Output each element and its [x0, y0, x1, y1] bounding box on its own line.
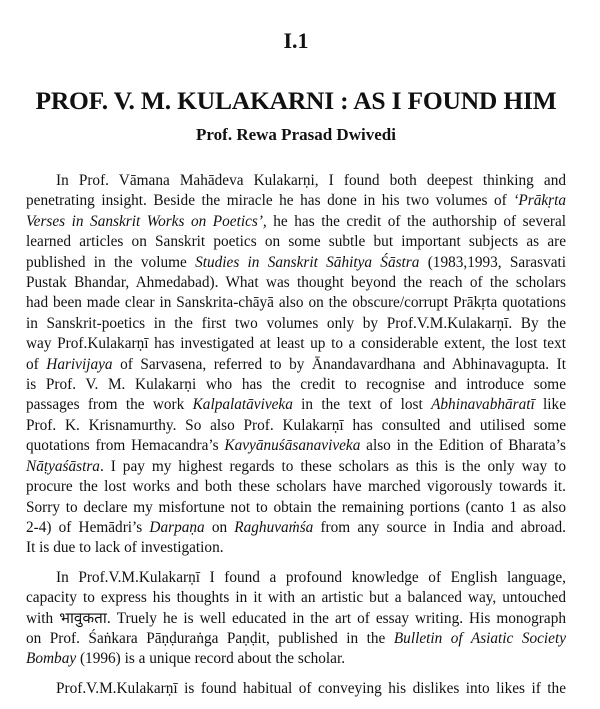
- text-segment: like: [534, 396, 566, 414]
- text-segment: on Prof. Śaṅkara Pāṇḍuraṅga Paṇḍit, published in the: [26, 629, 394, 647]
- italic-text: Raghuvaṁśa: [234, 518, 314, 536]
- section-number: I.1: [283, 28, 309, 53]
- italic-text: Darpaṇa: [149, 518, 205, 536]
- paragraph: [26, 171, 566, 559]
- text-line: [26, 355, 566, 375]
- text-segment: Prof.V.M.Kulakarṇī is found habitual of conveying his dislikes into likes if the: [56, 679, 566, 697]
- text-line: [26, 334, 566, 354]
- text-segment: Pustak Bhandar, Ahmedabad). What was thought beyond the reach of the scholars: [26, 274, 566, 292]
- text-line: [26, 568, 566, 588]
- italic-text: Bombay: [26, 650, 77, 668]
- italic-text: Kalpalatāviveka: [192, 396, 293, 414]
- text-segment: of: [26, 355, 47, 373]
- article-body: [26, 171, 566, 699]
- text-segment: learned articles on Sanskrit poetics on some subtle but important subjects as are: [26, 233, 566, 251]
- text-segment: capacity to express his thoughts in it with an artistic but a balanced way, untouched: [26, 589, 566, 607]
- italic-text: Harivijaya: [46, 355, 113, 373]
- text-line: [26, 477, 566, 497]
- text-line: [26, 273, 566, 293]
- text-segment: Prof. K. Krisnamurthy. So also Prof. Kulakarṇī has consulted and utilised some: [26, 416, 566, 434]
- text-line: [26, 518, 566, 538]
- text-segment: with भावुकता. Truely he is well educated in the art of essay writing. His monograph: [26, 609, 566, 627]
- text-line: [26, 679, 566, 699]
- text-line: [26, 375, 566, 395]
- text-line: [26, 212, 566, 232]
- text-segment: (1983,1993, Sarasvati: [419, 253, 566, 271]
- text-segment: . I pay my highest regards to these scholars as this is the only way to: [99, 457, 566, 475]
- text-segment: In Prof.V.M.Kulakarṇī I found a profound knowledge of English language,: [56, 568, 566, 586]
- text-line: [26, 436, 566, 456]
- paragraph: [26, 679, 566, 699]
- text-line: [26, 609, 566, 629]
- text-line: [26, 629, 566, 649]
- text-segment: quotations from Hemacandra’s: [26, 437, 225, 455]
- text-line: [26, 191, 566, 211]
- text-line: [26, 416, 566, 436]
- text-segment: he has the credit of the authorship of several: [266, 212, 566, 230]
- text-segment: published in the volume: [26, 253, 196, 271]
- text-segment: is Prof. V. M. Kulakarṇi who has the credit to recognise and introduce some: [26, 376, 566, 394]
- paragraph: [26, 568, 566, 670]
- italic-text: Verses in Sanskrit Works on Poetics’,: [26, 212, 267, 230]
- author-byline: Prof. Rewa Prasad Dwivedi: [196, 125, 396, 144]
- italic-text: Nāṭyaśāstra: [26, 457, 100, 475]
- text-line: [26, 588, 566, 608]
- text-segment: In Prof. Vāmana Mahādeva Kulakarṇi, I found both deepest thinking and: [56, 172, 566, 189]
- text-segment: also in the Edition of Bharata’s: [360, 437, 566, 455]
- text-segment: penetrating insight. Beside the miracle he has done in his two volumes of: [26, 192, 514, 210]
- text-line: [26, 395, 566, 415]
- text-segment: passages from the work: [26, 396, 193, 414]
- text-segment: from any source in India and abroad.: [313, 518, 566, 536]
- text-line: [26, 314, 566, 334]
- text-segment: (1996) is a unique record about the scholar.: [76, 650, 346, 668]
- text-segment: of Sarvasena, referred to by Ānandavardhana and Abhinavagupta. It: [112, 355, 566, 373]
- text-segment: in the text of lost: [292, 396, 432, 414]
- text-line: [26, 232, 566, 252]
- italic-text: Abhinavabhāratī: [431, 396, 535, 414]
- text-line: [26, 538, 566, 558]
- italic-text: Bulletin of Asiatic Society: [393, 629, 566, 647]
- text-segment: had been made clear in Sanskrita-chāyā also on the obscure/corrupt Prākṛta quotations: [26, 294, 566, 312]
- text-segment: in Sanskrit-poetics in the first two volumes only by Prof.V.M.Kulakarṇī. By the: [26, 314, 566, 332]
- italic-text: ‘Prākṛta: [513, 192, 566, 210]
- italic-text: Studies in Sanskrit Sāhitya Śāstra: [195, 253, 420, 271]
- text-segment: Sorry to declare my misfortune not to obtain the remaining portions (canto 1 as also: [26, 498, 566, 516]
- text-line: [26, 457, 566, 477]
- text-segment: on: [204, 518, 235, 536]
- text-line: [26, 253, 566, 273]
- article-title: PROF. V. M. KULAKARNI : AS I FOUND HIM: [35, 86, 557, 115]
- text-segment: procure the lost works and both these scholars have marched vigorously towards it.: [26, 478, 566, 496]
- text-line: [26, 171, 566, 191]
- text-line: [26, 498, 566, 518]
- text-line: [26, 649, 566, 669]
- text-line: [26, 293, 566, 313]
- text-segment: way Prof.Kulakarṇī has investigated at least up to a considerable extent, the lost text: [26, 335, 566, 353]
- italic-text: Kavyānuśāsanaviveka: [224, 437, 361, 455]
- text-segment: 2-4) of Hemādri’s: [26, 518, 150, 536]
- text-segment: It is due to lack of investigation.: [26, 539, 224, 557]
